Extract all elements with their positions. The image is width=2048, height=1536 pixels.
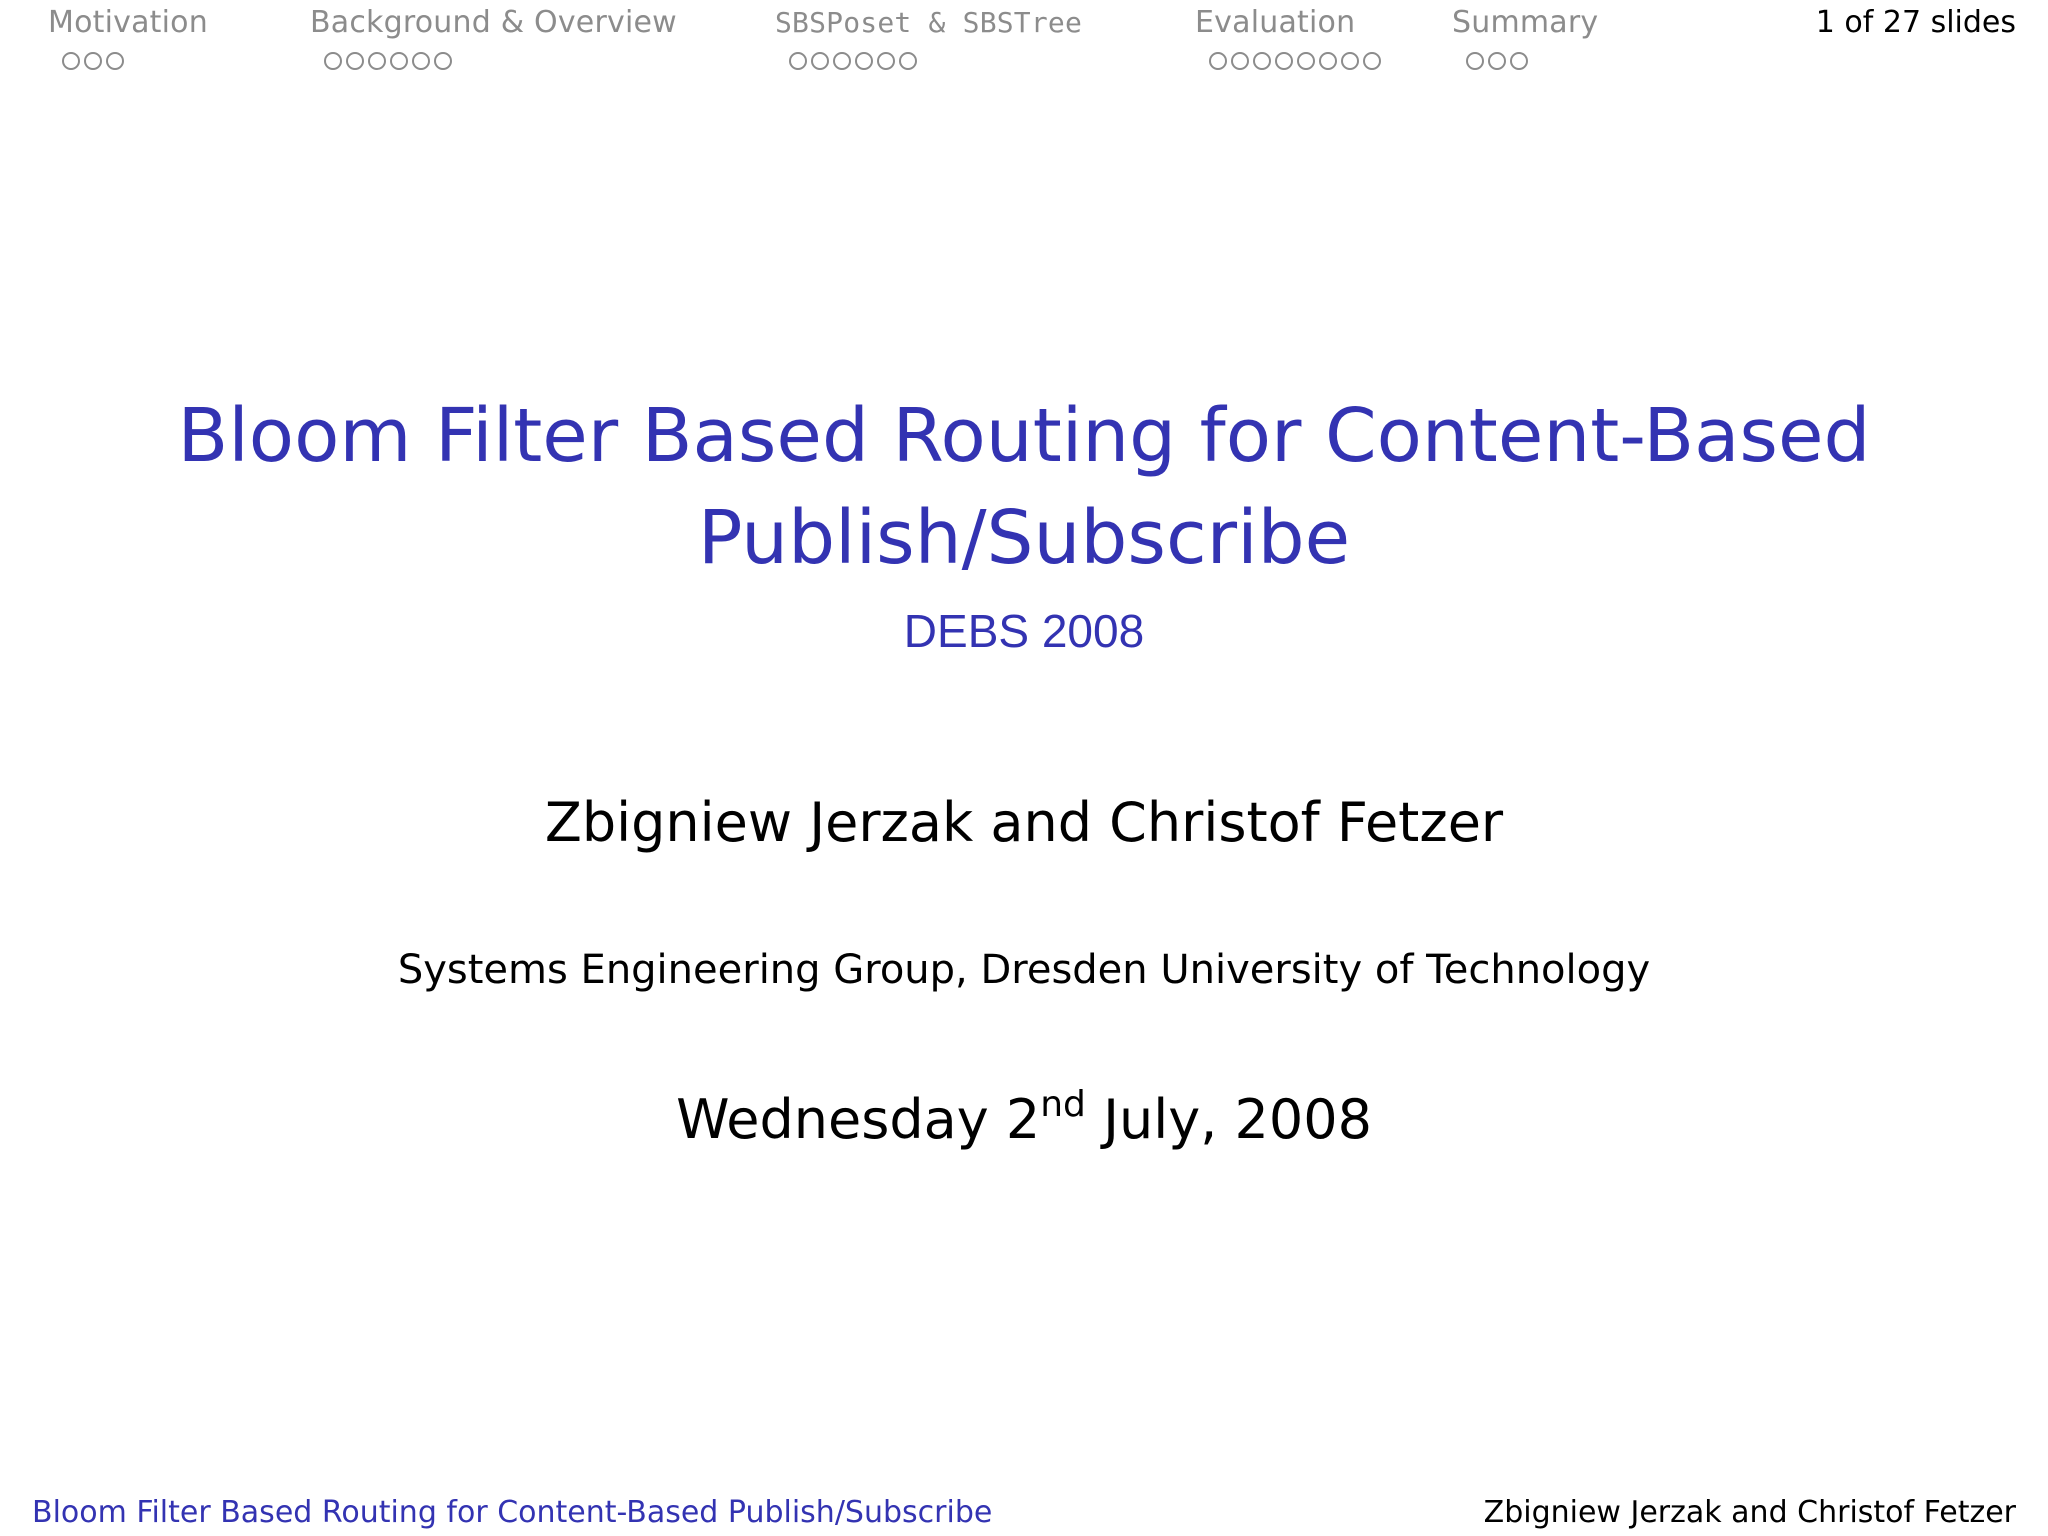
slide-dot[interactable] (1231, 52, 1249, 70)
slide-dot[interactable] (1466, 52, 1484, 70)
slide-dot[interactable] (789, 52, 807, 70)
slide-title (0, 385, 2048, 589)
nav-section-label[interactable]: Evaluation (1195, 5, 1356, 40)
nav-section-dots (62, 52, 208, 70)
slide-dot[interactable] (390, 52, 408, 70)
nav-section-summary[interactable] (1452, 6, 1598, 70)
slide-dot[interactable] (1510, 52, 1528, 70)
slide-dot[interactable] (1209, 52, 1227, 70)
slide-counter: 1 of 27 slides (1815, 5, 2016, 40)
slide-dot[interactable] (412, 52, 430, 70)
date-month-year: July, 2008 (1085, 1088, 1372, 1151)
date-ordinal-suffix: nd (1040, 1084, 1086, 1125)
nav-section-dots (789, 52, 1082, 70)
footer-authors: Zbigniew Jerzak and Christof Fetzer (1483, 1495, 2016, 1530)
nav-section-dots (324, 52, 677, 70)
slide-dot[interactable] (84, 52, 102, 70)
slide-dot[interactable] (106, 52, 124, 70)
slide-subtitle: DEBS 2008 (903, 605, 1145, 657)
nav-section-label[interactable]: Background & Overview (310, 5, 677, 40)
slide-dot[interactable] (899, 52, 917, 70)
slide-dot[interactable] (1488, 52, 1506, 70)
slide-dot[interactable] (1341, 52, 1359, 70)
nav-section-dots (1466, 52, 1598, 70)
presentation-date (0, 1085, 2048, 1162)
authors: Zbigniew Jerzak and Christof Fetzer (544, 791, 1504, 854)
nav-section-sbsposet-sbstree[interactable] (775, 6, 1082, 70)
nav-section-label[interactable]: Summary (1452, 5, 1599, 40)
affiliation: Systems Engineering Group, Dresden University of Technology (397, 947, 1651, 993)
slide-dot[interactable] (368, 52, 386, 70)
slide-dot[interactable] (1275, 52, 1293, 70)
slide-dot[interactable] (1363, 52, 1381, 70)
slide-dot[interactable] (855, 52, 873, 70)
slide-title-line-1: Bloom Filter Based Routing for Content-Based (177, 393, 1871, 479)
slide-dot[interactable] (877, 52, 895, 70)
slide-dot[interactable] (1319, 52, 1337, 70)
nav-section-label[interactable]: Motivation (48, 5, 208, 40)
nav-section-dots (1209, 52, 1381, 70)
nav-section-motivation[interactable] (48, 6, 208, 70)
slide-dot[interactable] (811, 52, 829, 70)
slide-dot[interactable] (1297, 52, 1315, 70)
section-navigation (0, 0, 2048, 80)
footer-title: Bloom Filter Based Routing for Content-Based Publish/Subscribe (32, 1495, 993, 1530)
date-weekday-day: Wednesday 2 (676, 1088, 1041, 1151)
slide-dot[interactable] (833, 52, 851, 70)
slide-title-line-2: Publish/Subscribe (697, 495, 1351, 581)
slide-dot[interactable] (434, 52, 452, 70)
slide-dot[interactable] (1253, 52, 1271, 70)
title-block (0, 385, 2048, 659)
slide-dot[interactable] (62, 52, 80, 70)
slide-dot[interactable] (324, 52, 342, 70)
nav-section-evaluation[interactable] (1195, 6, 1381, 70)
slide-dot[interactable] (346, 52, 364, 70)
nav-section-background[interactable] (310, 6, 677, 70)
nav-section-label[interactable]: SBSPoset & SBSTree (775, 6, 1083, 39)
